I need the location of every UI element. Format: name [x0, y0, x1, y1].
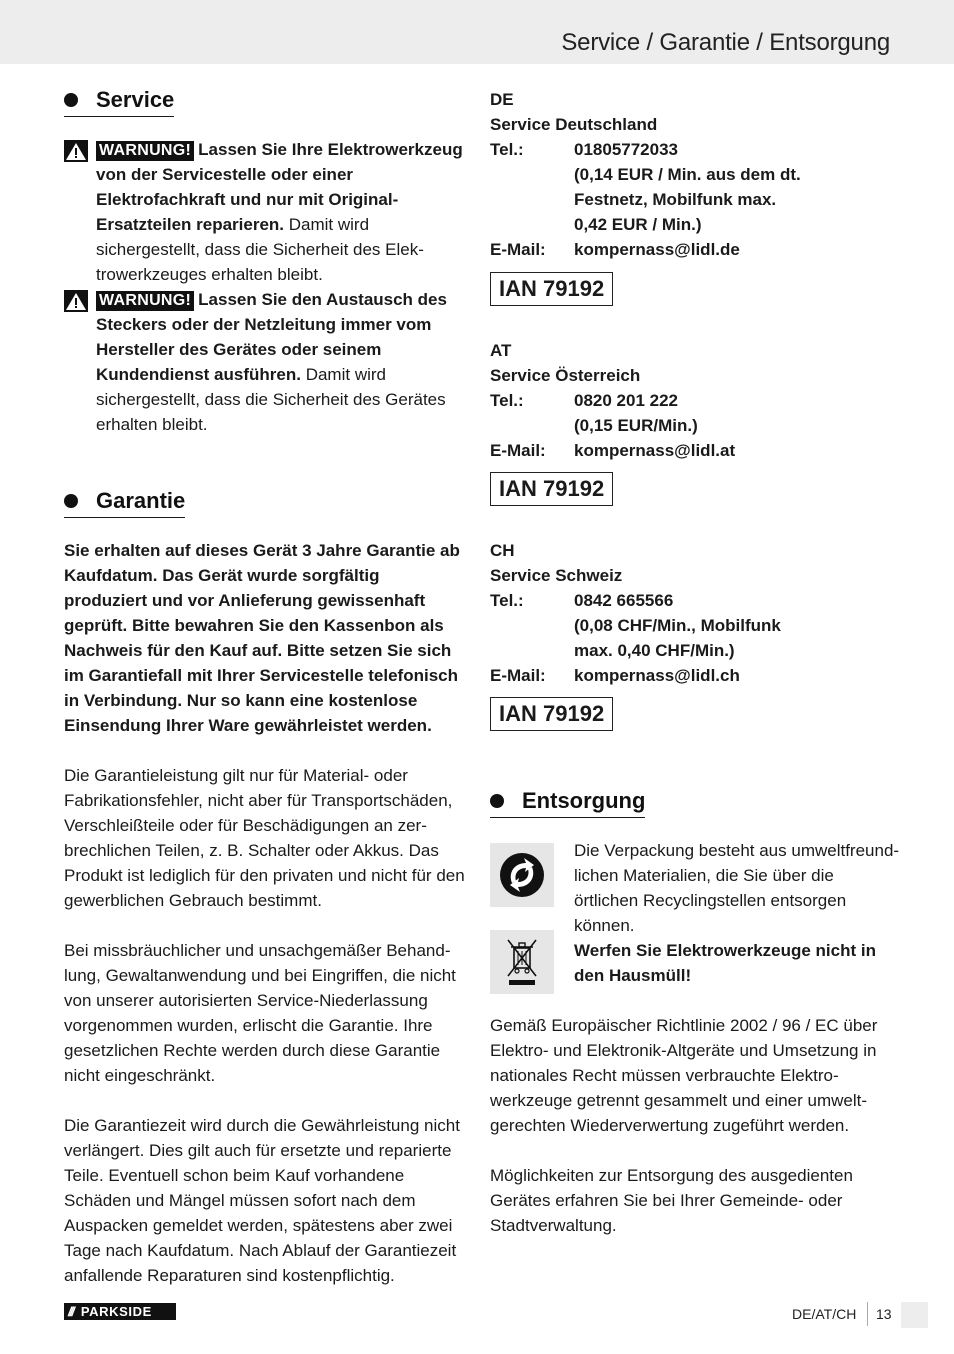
service-heading [64, 86, 174, 117]
warning-badge: WARNUNG! [96, 291, 194, 311]
email-label: E-Mail: [490, 441, 546, 460]
de-tel-note-1: (0,14 EUR / Min. aus dem dt. [574, 165, 801, 184]
email-label: E-Mail: [490, 240, 546, 259]
ch-tel-note-1: (0,08 CHF/Min., Mobilfunk [574, 616, 781, 635]
garantie-para-3: Die Garantiezeit wird durch die Gewährleistung nicht verlängert. Dies gilt auch für ersetzte und reparierte Teile. Eventuell schon beim Kauf vorhandene Schäden und Mängel müssen sofort nach dem Auspacken gemeldet werden, spätestens aber zwei Tage nach Kaufdatum. Nach Ablauf der Garantiezeit anfallende Reparaturen sind kostenpflichtig. [64, 1116, 460, 1285]
footer-tab [901, 1302, 928, 1328]
bin-text: Werfen Sie Elektrowerkzeuge nicht in den Hausmüll! [574, 941, 876, 985]
warning-triangle-icon [64, 140, 88, 162]
warning-1-bold: Lassen Sie Ihre Elektrowerkzeug von der Servicestelle oder einer Elektrofachkraft und nur mit Original-Ersatzteilen reparieren. [96, 140, 463, 234]
ian-box-at: IAN 79192 [490, 472, 613, 506]
crossed-bin-icon [490, 930, 554, 994]
page-number: 13 [876, 1306, 892, 1322]
warning-2-normal: Damit wird sichergestellt, dass die Sicherheit des Gerätes erhalten bleibt. [96, 365, 446, 434]
warning-1 [64, 137, 466, 287]
at-tel-note-1: (0,15 EUR/Min.) [574, 416, 698, 435]
at-code: AT [490, 341, 512, 360]
parkside-logo [64, 1303, 176, 1320]
bullet-icon [490, 794, 504, 808]
de-tel-note-3: 0,42 EUR / Min.) [574, 215, 702, 234]
ian-box-de: IAN 79192 [490, 272, 613, 306]
at-email[interactable]: kompernass@lidl.at [574, 441, 736, 460]
bin-icon-box [490, 930, 554, 994]
garantie-heading-text: Garantie [96, 488, 186, 513]
at-tel[interactable]: 0820 201 222 [574, 391, 678, 410]
entsorgung-para-2: Möglichkeiten zur Entsorgung des ausgedienten Gerätes erfahren Sie bei Ihrer Gemeinde- oder Stadtverwaltung. [490, 1166, 853, 1235]
warning-triangle-icon [64, 290, 88, 312]
footer-divider [867, 1302, 868, 1326]
warning-2-text [96, 287, 466, 437]
ch-email-row [490, 663, 740, 688]
de-email-row [490, 237, 740, 262]
ch-code: CH [490, 541, 515, 560]
warning-1-normal: Damit wird sichergestellt, dass die Sicherheit des Elektrowerkzeuges erhalten bleibt. [96, 215, 424, 284]
entsorgung-para-1: Gemäß Europäischer Richtlinie 2002 / 96 / EC über Elektro- und Elektronik-Altgeräte und Umsetzung in nationales Recht müssen verbrauchte Elektrowerkzeuge getrennt gesammelt und einer umweltgerechten Wiederverwertung zugeführt werden. [490, 1016, 878, 1135]
entsorgung-heading-text: Entsorgung [522, 788, 646, 813]
page-title: Service / Garantie / Entsorgung [561, 29, 890, 56]
bullet-icon [64, 93, 78, 107]
entsorgung-heading [490, 787, 645, 818]
recycle-icon-box [490, 843, 554, 907]
recycle-text: Die Verpackung besteht aus umweltfreundlichen Materialien, die Sie über die örtlichen Recyclingstellen entsorgen können. [574, 841, 900, 935]
tel-label: Tel.: [490, 591, 524, 610]
at-tel-row [490, 388, 678, 413]
garantie-para-2: Bei missbräuchlicher und unsachgemäßer Behandlung, Gewaltanwendung und bei Eingriffen, die nicht von unserer autorisierten Service-Niederlassung vorgenommen wurden, erlischt die Garantie. Ihre gesetzlichen Rechte werden durch diese Garantie nicht eingeschränkt. [64, 941, 456, 1085]
de-service-name: Service Deutschland [490, 115, 658, 134]
de-email[interactable]: kompernass@lidl.de [574, 240, 740, 259]
tel-label: Tel.: [490, 391, 524, 410]
at-email-row [490, 438, 735, 463]
garantie-heading [64, 487, 185, 518]
warning-badge: WARNUNG! [96, 141, 194, 161]
ian-box-ch: IAN 79192 [490, 697, 613, 731]
service-heading-text: Service [96, 87, 175, 112]
logo-text: PARKSIDE [80, 1304, 152, 1319]
de-tel-note-2: Festnetz, Mobilfunk max. [574, 190, 777, 209]
bullet-icon [64, 494, 78, 508]
de-code: DE [490, 90, 514, 109]
de-tel[interactable]: 01805772033 [574, 140, 679, 159]
warning-2-bold: Lassen Sie den Austausch des Steckers oder der Netzleitung immer vom Hersteller des Gerätes oder seinem Kundendienst ausführen. [96, 290, 447, 384]
warning-1-text [96, 137, 466, 287]
ch-email[interactable]: kompernass@lidl.ch [574, 666, 740, 685]
warning-2 [64, 287, 466, 437]
garantie-intro: Sie erhalten auf dieses Gerät 3 Jahre Garantie ab Kaufdatum. Das Gerät wurde sorgfältig produziert und vor Anlieferung gewissenhaft geprüft. Bitte bewahren Sie den Kassenbon als Nachweis für den Kauf auf. Bitte setzen Sie sich im Garantiefall mit Ihrer Servicestelle telefonisch in Verbindung. Nur so kann eine kostenlose Einsendung Ihrer Ware gewährleistet werden. [64, 541, 460, 735]
email-label: E-Mail: [490, 666, 546, 685]
at-service-name: Service Österreich [490, 366, 641, 385]
logo-stripes-icon: /// [68, 1304, 73, 1319]
ch-tel[interactable]: 0842 665566 [574, 591, 674, 610]
recycle-icon [490, 843, 554, 907]
garantie-para-1: Die Garantieleistung gilt nur für Material- oder Fabrikationsfehler, nicht aber für Transportschäden, Verschleißteile oder für Beschädigungen an zerbrechlichen Teilen, z. B. Schalter oder Akkus. Das Produkt ist lediglich für den privaten und nicht für den gewerblichen Gebrauch bestimmt. [64, 766, 465, 910]
ch-tel-note-2: max. 0,40 CHF/Min.) [574, 641, 735, 660]
ch-tel-row [490, 588, 673, 613]
footer-language: DE/AT/CH [792, 1306, 857, 1322]
ch-service-name: Service Schweiz [490, 566, 623, 585]
tel-label: Tel.: [490, 140, 524, 159]
de-tel-row [490, 137, 678, 162]
